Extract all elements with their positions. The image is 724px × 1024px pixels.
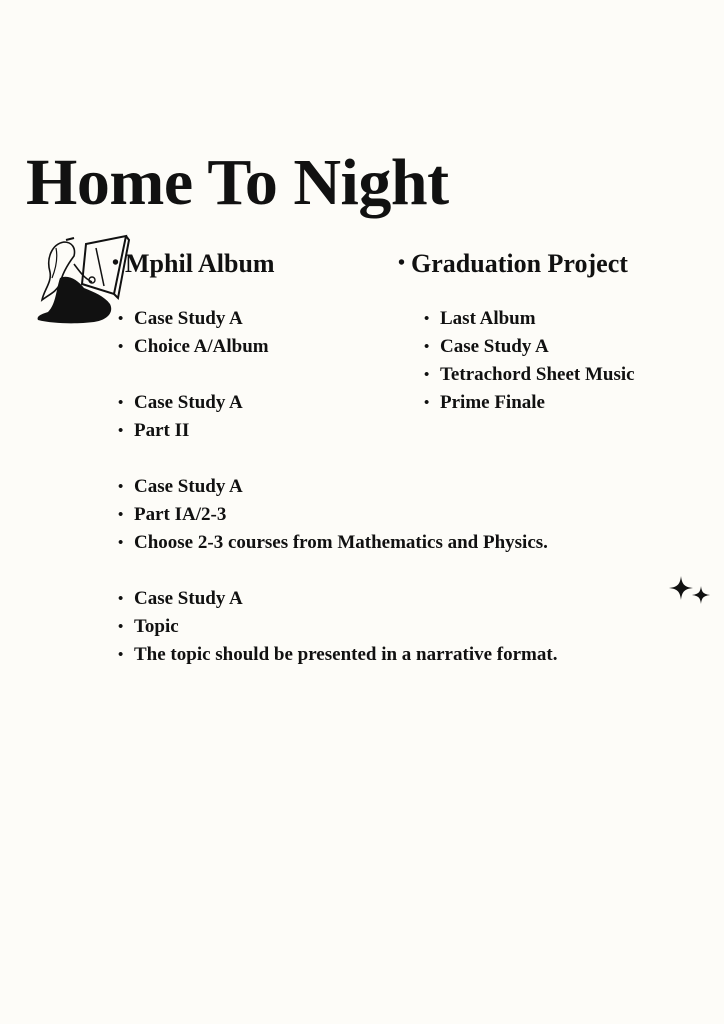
list-item: • Prime Finale bbox=[424, 389, 635, 417]
mphil-album-heading bbox=[112, 251, 275, 277]
page-title: Home To Night bbox=[26, 146, 449, 219]
list-item: • Last Album bbox=[424, 305, 635, 333]
list-item: • The topic should be presented in a narrative format. bbox=[118, 641, 557, 669]
sparkle-icon bbox=[666, 574, 712, 608]
list-item: • Part II bbox=[118, 417, 557, 445]
graduation-project-heading-text: Graduation Project bbox=[411, 249, 628, 278]
heading-bullet: • bbox=[398, 252, 406, 274]
graduation-project-heading bbox=[398, 251, 628, 277]
list-item: • Part IA/2-3 bbox=[118, 501, 557, 529]
list-item: • Case Study A bbox=[424, 333, 635, 361]
list-item: • Choose 2-3 courses from Mathematics and Physics. bbox=[118, 529, 557, 557]
list-item: • Choice A/Album bbox=[118, 333, 557, 361]
heading-bullet: • bbox=[112, 252, 120, 274]
list-item: • Tetrachord Sheet Music bbox=[424, 361, 635, 389]
list-item: • Case Study A bbox=[118, 389, 557, 417]
list-item: • Case Study A bbox=[118, 305, 557, 333]
list-item: • Case Study A bbox=[118, 585, 557, 613]
graduation-project-list bbox=[424, 305, 635, 417]
list-item: • Topic bbox=[118, 613, 557, 641]
mphil-album-heading-text: Mphil Album bbox=[125, 249, 275, 278]
list-item: • Case Study A bbox=[118, 473, 557, 501]
